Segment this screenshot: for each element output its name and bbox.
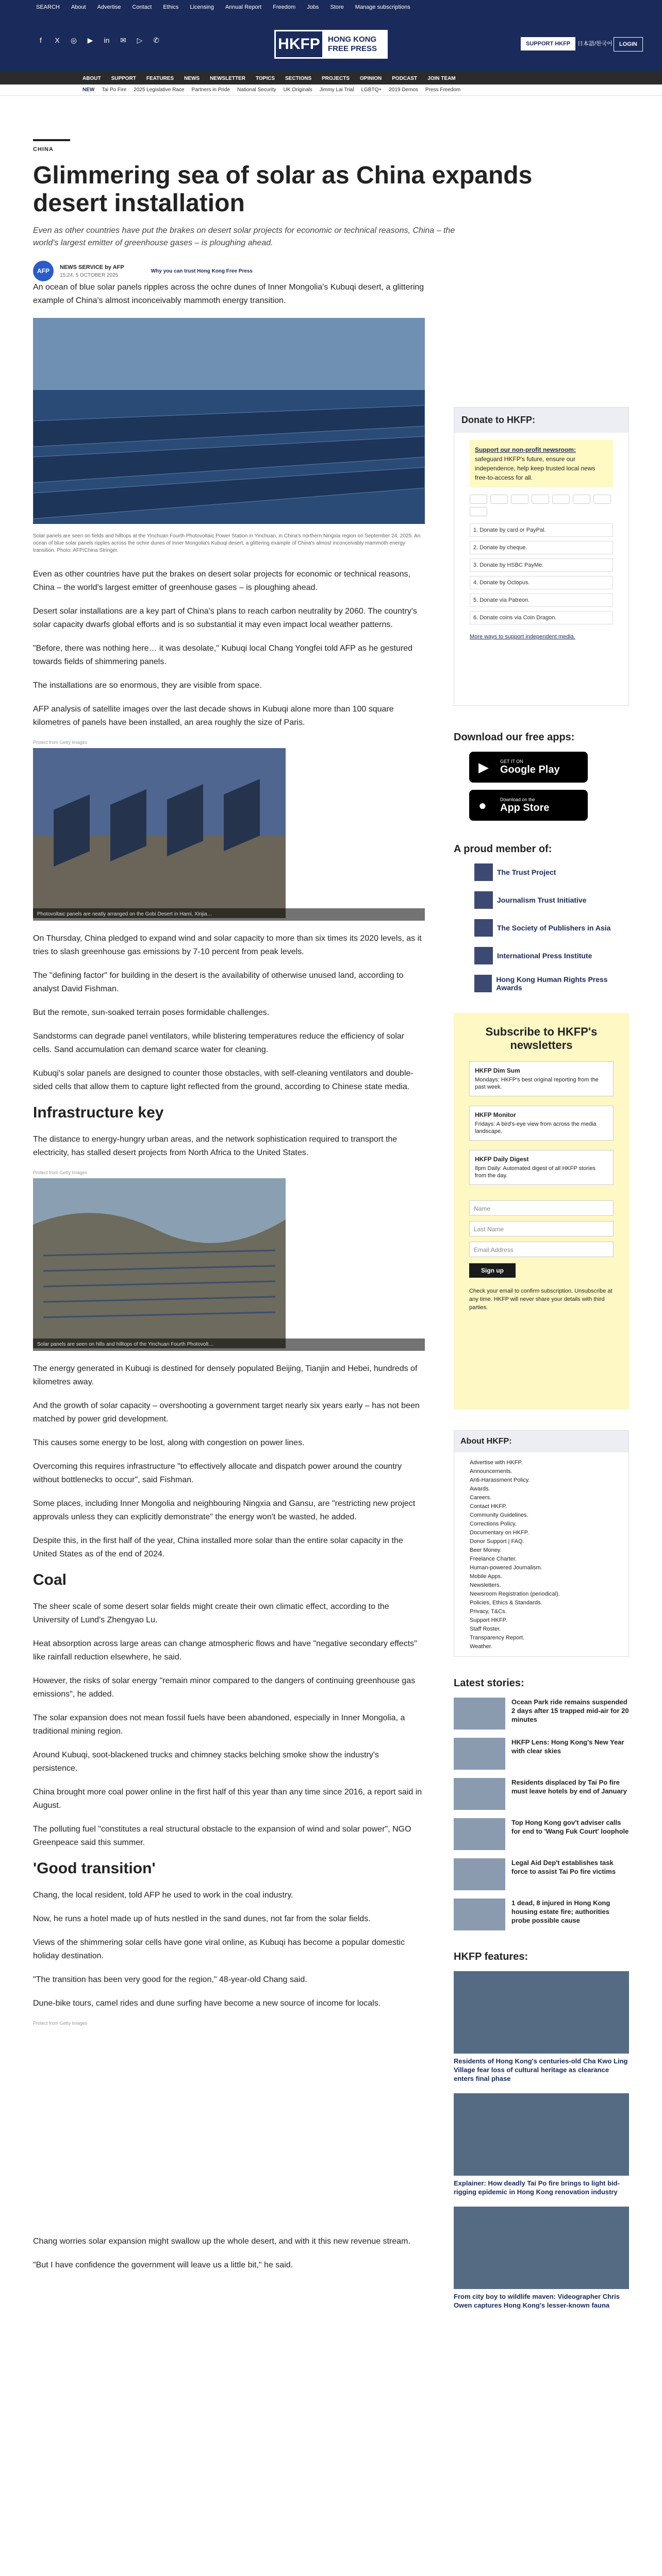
story-title: Top Hong Kong gov't adviser calls for end to 'Wang Fuk Court' loophole (511, 1819, 629, 1835)
newsletter-disclaimer: Check your email to confirm subscription. Unsubscribe at any time. HKFP will never share your details with third parties. (469, 1288, 613, 1311)
utility-link[interactable]: Freedom (273, 4, 296, 10)
member-logo-icon (474, 863, 493, 881)
jcb-icon (470, 507, 487, 516)
about-link[interactable]: Documentary on HKFP. (470, 1530, 529, 1536)
app-store-label: App Store (500, 802, 550, 814)
utility-link[interactable]: Advertise (97, 4, 121, 10)
nav-item[interactable]: PODCAST (392, 75, 418, 81)
newsletter-option[interactable] (469, 1106, 614, 1141)
story-thumbnail (454, 1899, 505, 1930)
trust-link[interactable]: Why you can trust Hong Kong Free Press (151, 268, 253, 274)
section-heading: 'Good transition' (33, 1860, 156, 1877)
paragraph: An ocean of blue solar panels ripples across the ochre dunes of Inner Mongolia's Kubuqi desert, a glittering example of China's almost inconceivably mammoth energy transition. (33, 283, 424, 305)
utility-link[interactable]: Store (330, 4, 344, 10)
section-heading: Coal (33, 1571, 67, 1588)
subnav-item[interactable]: Jimmy Lai Trial (319, 87, 354, 93)
hillside-panels-image (33, 1178, 286, 1348)
social-icon[interactable]: ✉ (120, 36, 126, 44)
paragraph: AFP analysis of satellite images over the last decade shows in Kubuqi alone more than 100 square kilometres of panels have been installed, an area roughly the size of Paris. (33, 705, 394, 727)
nav-item[interactable]: JOIN TEAM (427, 75, 456, 81)
utility-link[interactable]: Annual Report (225, 4, 262, 10)
utility-link[interactable]: Ethics (163, 4, 179, 10)
about-link[interactable]: Community Guidelines. (470, 1512, 528, 1518)
article-lede: Even as other countries have put the brakes on desert solar projects for economic or technical reasons, China – the world's largest emitter of greenhouse gases – is ploughing ahead. (33, 226, 455, 247)
feature-story[interactable] (454, 2207, 629, 2310)
utility-link[interactable]: Jobs (307, 4, 319, 10)
about-link[interactable]: Corrections Policy. (470, 1521, 517, 1527)
paragraph: Desert solar installations are a key part of China's plans to reach carbon neutrality by 2060. The country's solar capacity dwarfs global efforts and is so substantial it may even impact local weather patterns. (33, 607, 417, 629)
members-heading: A proud member of: (454, 843, 552, 855)
newsletter-option[interactable] (469, 1150, 614, 1185)
story-thumbnail (454, 1818, 505, 1850)
latest-story[interactable] (454, 1698, 629, 1730)
feature-title: From city boy to wildlife maven: Videographer Chris Owen captures Hong Kong's lesser-known fauna (454, 2293, 620, 2309)
email-input[interactable]: Email Address (469, 1242, 614, 1257)
feature-image (454, 2207, 629, 2289)
subnav-item[interactable]: Partners in Pride (191, 87, 230, 93)
subnav-item[interactable]: National Security (237, 87, 276, 93)
about-link[interactable]: Careers. (470, 1495, 492, 1501)
about-link[interactable]: Anti-Harassment Policy. (470, 1477, 530, 1483)
apple-icon: ● (478, 798, 487, 813)
applepay-icon (573, 495, 590, 504)
about-link[interactable]: Announcements. (470, 1468, 512, 1475)
logo-name: HONG KONG FREE PRESS (328, 35, 377, 53)
paragraph: "Before, there was nothing here… it was desolate," Kubuqi local Chang Yongfei told AFP as he gestured towards fields of shimmering panels. (33, 644, 412, 666)
features-heading: HKFP features: (454, 1951, 528, 1962)
paragraph: Despite this, in the first half of the year, China installed more solar than the entire solar capacity in the United States as of the end of 2024. (33, 1536, 403, 1558)
social-icon[interactable]: in (104, 36, 110, 44)
social-links (36, 36, 161, 45)
paragraph: However, the risks of solar energy "remain minor compared to the dangers of continuing greenhouse gas emissions", he added. (33, 1676, 416, 1699)
subnav-item[interactable]: 2025 Legislative Race (134, 87, 185, 93)
paragraph: Chang worries solar expansion might swallow up the whole desert, and with it this new revenue stream. (33, 2237, 410, 2246)
site-header (0, 14, 662, 72)
paragraph: The energy generated in Kubuqi is destined for densely populated Beijing, Tianjin and Hebei, hundreds of kilometres away. (33, 1364, 418, 1386)
donate-option[interactable]: 5. Donate via Patreon. (470, 594, 613, 607)
article-header (33, 139, 626, 281)
paragraph: Around Kubuqi, soot-blackened trucks and chimney stacks belching smoke show the industry's persistence. (33, 1751, 379, 1773)
subnav-item[interactable]: Tai Po Fire (102, 87, 127, 93)
subnav-item[interactable]: Press Freedom (425, 87, 461, 93)
about-link[interactable]: Donor Support | FAQ. (470, 1538, 524, 1545)
search-link[interactable]: SEARCH (36, 4, 60, 10)
about-link[interactable]: Contact HKFP. (470, 1503, 507, 1510)
avatar: AFP (33, 261, 54, 281)
photo-credit: Protect from Getty Images (33, 740, 88, 745)
member-name: The Trust Project (497, 868, 556, 876)
about-link[interactable]: Staff Roster. (470, 1626, 501, 1632)
app-store-button[interactable] (469, 790, 588, 821)
paragraph: The "defining factor" for building in the desert is the availability of otherwise unused land, according to analyst David Fishman. (33, 971, 404, 993)
newsletter-desc: 8pm Daily: Automated digest of all HKFP stories from the day. (475, 1165, 595, 1179)
latest-story[interactable] (454, 1738, 629, 1770)
utility-link[interactable]: About (71, 4, 86, 10)
nav-item[interactable]: OPINION (360, 75, 382, 81)
language-link[interactable]: 日本語/한국어 (577, 41, 613, 47)
more-ways-link[interactable]: More ways to support independent media. (470, 634, 575, 640)
last-name-input[interactable]: Last Name (469, 1221, 614, 1236)
app-store-small: Download on the (500, 796, 535, 802)
social-icon[interactable]: ▷ (137, 36, 143, 44)
donate-title: Donate to HKFP: (454, 408, 628, 433)
play-icon: ▶ (478, 759, 489, 775)
latest-heading: Latest stories: (454, 1677, 524, 1689)
donate-link[interactable]: Support our non-profit newsroom: (475, 446, 576, 453)
article-image (33, 1178, 425, 1351)
donate-option[interactable]: 6. Donate coins via Coin Dragon. (470, 611, 613, 624)
newsletter-panel (454, 1013, 629, 1410)
latest-story[interactable] (454, 1858, 629, 1890)
story-thumbnail (454, 1738, 505, 1770)
article-body (33, 281, 425, 2282)
feature-image (454, 1971, 629, 2054)
newsletter-title: Subscribe to HKFP's newsletters (485, 1025, 598, 1052)
nav-item[interactable]: SECTIONS (285, 75, 312, 81)
nav-item[interactable]: TOPICS (255, 75, 275, 81)
mastercard-icon (470, 495, 487, 504)
newsletter-name: HKFP Daily Digest (475, 1156, 529, 1163)
image-overlay-caption: Solar panels are seen on hills and hilltops of the Yinchuan Fourth Photovolt… (33, 1338, 425, 1351)
feature-title: Explainer: How deadly Tai Po fire brings to light bid-rigging epidemic in Hong Kong renovation industry (454, 2179, 620, 2196)
paragraph: Kubuqi's solar panels are designed to counter those obstacles, with self-cleaning ventilators and double-sided cells that allow them to capture light reflected from the ground, according to Chinese state media. (33, 1069, 413, 1091)
photo-credit: Protect from Getty Images (33, 1170, 88, 1175)
member-name: International Press Institute (497, 952, 592, 960)
utility-bar (0, 0, 662, 14)
donate-text: safeguard HKFP's future, ensure our independence, help keep trusted local news free-to-access for all. (475, 455, 595, 481)
paragraph: And the growth of solar capacity – overshooting a government target nearly six years early – has not been matched by power grid development. (33, 1401, 420, 1423)
member-logo[interactable] (474, 863, 629, 881)
latest-story[interactable] (454, 1818, 629, 1850)
paragraph: Overcoming this requires infrastructure "to effectively allocate and dispatch power around the country without bottlenecks to occur", said Fishman. (33, 1462, 402, 1484)
member-logos (454, 863, 629, 992)
paragraph: The polluting fuel "constitutes a real structural obstacle to the expansion of wind and solar power", NGO Greenpeace said this summer. (33, 1825, 411, 1847)
nav-item[interactable]: NEWSLETTER (210, 75, 245, 81)
nav-item[interactable]: ABOUT (82, 75, 101, 81)
about-link[interactable]: Newsroom Registration (periodical). (470, 1591, 560, 1597)
paragraph: "But I have confidence the government will leave us a little bit," he said. (33, 2261, 293, 2269)
signup-button[interactable]: Sign up (469, 1263, 516, 1278)
story-thumbnail (454, 1858, 505, 1890)
paypal-icon (552, 495, 570, 504)
paragraph: The distance to energy-hungry urban areas, and the network sophistication required to transport the electricity, has stalled desert projects from North Africa to the United States. (33, 1135, 398, 1157)
about-link[interactable]: Support HKFP. (470, 1617, 507, 1623)
member-logo[interactable] (474, 947, 629, 964)
byline (33, 261, 626, 281)
photo-credit: Protect from Getty Images (33, 2021, 88, 2026)
latest-story[interactable] (454, 1778, 629, 1810)
google-play-button[interactable] (469, 752, 588, 783)
member-logo-icon (474, 891, 493, 909)
story-title: HKFP Lens: Hong Kong's New Year with clear skies (511, 1738, 624, 1755)
about-link[interactable]: Policies, Ethics & Standards. (470, 1600, 542, 1606)
about-link[interactable]: Newsletters. (470, 1582, 501, 1588)
member-logo[interactable] (474, 919, 629, 937)
social-icon[interactable]: f (40, 36, 42, 44)
donate-option[interactable]: 3. Donate by HSBC PayMe. (470, 558, 613, 572)
newsletter-name: HKFP Dim Sum (475, 1067, 520, 1074)
section-heading: Infrastructure key (33, 1104, 164, 1121)
about-title: About HKFP: (454, 1431, 628, 1452)
nav-item[interactable]: PROJECTS (322, 75, 350, 81)
paragraph: China brought more coal power online in the first half of this year than any time since 2016, a report said in August. (33, 1788, 422, 1810)
new-label: NEW (82, 87, 95, 93)
member-name: The Society of Publishers in Asia (497, 924, 611, 932)
sub-nav (0, 84, 662, 96)
paragraph: The sheer scale of some desert solar fields might create their own climatic effect, according to the University of Lund's Zhengyao Lu. (33, 1602, 389, 1624)
support-button[interactable]: SUPPORT HKFP (521, 37, 575, 50)
publish-date: 15:24, 5 OCTOBER 2025 (60, 272, 119, 278)
donate-note (470, 440, 613, 487)
newsletter-option[interactable] (469, 1061, 614, 1096)
paragraph: This causes some energy to be lost, along with congestion on power lines. (33, 1438, 305, 1447)
image-placeholder (33, 2029, 425, 2235)
feature-title: Residents of Hong Kong's centuries-old Cha Kwo Ling Village fear loss of cultural heritage as clearance enters final phase (454, 2057, 628, 2082)
paragraph: But the remote, sun-soaked terrain poses formidable challenges. (33, 1008, 270, 1017)
about-link[interactable]: Transparency Report. (470, 1635, 524, 1641)
nav-item[interactable]: SUPPORT (111, 75, 136, 81)
social-icon[interactable]: ✆ (153, 36, 159, 44)
author-name[interactable]: NEWS SERVICE by AFP (60, 264, 124, 270)
donate-option[interactable]: 2. Donate by cheque. (470, 541, 613, 554)
logo-mark: HKFP (274, 30, 324, 59)
about-link[interactable]: Beer Money. (470, 1547, 502, 1553)
newsletter-name: HKFP Monitor (475, 1111, 516, 1118)
paragraph: The solar expansion does not mean fossil fuels have been abandoned, especially in Inner Mongolia, a traditional mining region. (33, 1714, 405, 1736)
story-title: Legal Aid Dep't establishes task force to assist Tai Po fire victims (511, 1859, 616, 1875)
social-icon[interactable]: ◎ (70, 36, 77, 44)
member-name: Hong Kong Human Rights Press Awards (496, 975, 608, 992)
paragraph: Now, he runs a hotel made up of huts nestled in the sand dunes, not far from the solar fields. (33, 1914, 371, 1923)
hero-image (33, 318, 425, 527)
site-logo[interactable] (274, 30, 388, 59)
paragraph: Sandstorms can degrade panel ventilators, while blistering temperatures reduce the efficiency of solar cells. Sand accumulation can demand scarce water for cleaning. (33, 1032, 405, 1054)
paragraph: Heat absorption across large areas can change atmospheric flows and have "negative secondary effects" like rainfall reduction elsewhere, he said. (33, 1639, 417, 1662)
subnav-item[interactable]: LGBTQ+ (361, 87, 382, 93)
donate-panel (454, 407, 629, 706)
newsletter-desc: Mondays: HKFP's best original reporting from the past week. (475, 1077, 599, 1090)
feature-story[interactable] (454, 1971, 629, 2083)
payment-card-icons (470, 495, 613, 516)
about-link[interactable]: Freelance Charter. (470, 1556, 517, 1562)
member-logo-icon (474, 919, 493, 937)
about-link[interactable]: Awards. (470, 1486, 490, 1492)
paragraph: Even as other countries have put the brakes on desert solar projects for economic or technical reasons, China – the world's largest emitter of greenhouse gases – is ploughing ahead. (33, 570, 410, 592)
donate-options (454, 523, 628, 624)
gobi-panels-image (33, 748, 286, 918)
utility-link[interactable]: Contact (132, 4, 152, 10)
about-link[interactable]: Advertise with HKFP. (470, 1460, 523, 1466)
paragraph: Dune-bike tours, camel rides and dune surfing have become a new source of income for locals. (33, 1999, 381, 2008)
amex-icon (511, 495, 528, 504)
member-logo-icon (474, 975, 492, 992)
paragraph: Views of the shimmering solar cells have gone viral online, as Kubuqi has become a popular domestic holiday destination. (33, 1938, 405, 1960)
solar-field-image (33, 318, 425, 524)
about-link[interactable]: Human-powered Journalism. (470, 1565, 542, 1571)
story-title: Residents displaced by Tai Po fire must leave hotels by end of January (511, 1778, 627, 1795)
paragraph: "The transition has been very good for the region," 48-year-old Chang said. (33, 1975, 307, 1984)
unionpay-icon (532, 495, 549, 504)
googlepay-icon (593, 495, 611, 504)
paragraph: Chang, the local resident, told AFP he used to work in the coal industry. (33, 1891, 293, 1900)
paragraph: Some places, including Inner Mongolia and neighbouring Ningxia and Gansu, are "restricting new project approvals unless they can explicitly demonstrate" the energy won't be wasted, he added. (33, 1499, 416, 1521)
nav-item[interactable]: NEWS (184, 75, 200, 81)
image-caption: Solar panels are seen on fields and hilltops at the Yinchuan Fourth Photovoltaic Power Station in Yinchuan, in China's northern Ningxia region on September 24, 2025. An ocean of blue solar panels ripples across the ochre dunes of Inner Mongolia's Kubuqi desert, a glittering example of China's almost inconceivably mammoth energy transition. Photo: AFP/China Stringer. (33, 533, 421, 553)
about-link[interactable]: Privacy, T&Cs. (470, 1608, 507, 1615)
divider (33, 139, 70, 141)
subnav-item[interactable]: 2019 Demos (389, 87, 418, 93)
donate-option[interactable]: 1. Donate by card or PayPal. (470, 523, 613, 537)
apps-heading: Download our free apps: (454, 732, 575, 743)
google-play-label: Google Play (500, 764, 560, 775)
visa-icon (490, 495, 508, 504)
first-name-input[interactable]: Name (469, 1200, 614, 1216)
page-title: Glimmering sea of solar as China expands desert installation (33, 162, 533, 217)
utility-link[interactable]: Licensing (190, 4, 214, 10)
nav-item[interactable]: FEATURES (146, 75, 174, 81)
article-image (33, 748, 425, 921)
feature-image (454, 2093, 629, 2176)
social-icon[interactable]: X (55, 36, 60, 44)
google-play-small: GET IT ON (500, 758, 523, 764)
story-thumbnail (454, 1698, 505, 1730)
member-logo[interactable] (474, 891, 629, 909)
about-link[interactable]: Weather. (470, 1643, 492, 1650)
story-title: 1 dead, 8 injured in Hong Kong housing estate fire; authorities probe possible cause (511, 1899, 610, 1924)
newsletter-desc: Fridays: A bird's-eye view from across the media landscape. (475, 1121, 597, 1134)
social-icon[interactable]: ▶ (87, 36, 93, 44)
story-thumbnail (454, 1778, 505, 1810)
member-name: Journalism Trust Initiative (497, 896, 587, 904)
paragraph: On Thursday, China pledged to expand wind and solar capacity to more than six times its 2020 levels, as it tries to slash greenhouse gas emissions by 7-10 percent from peak levels. (33, 934, 422, 956)
main-nav (0, 72, 662, 84)
donate-option[interactable]: 4. Donate by Octopus. (470, 576, 613, 589)
utility-link[interactable]: Manage subscriptions (355, 4, 410, 10)
about-panel (454, 1430, 629, 1657)
sidebar (454, 407, 629, 2320)
image-overlay-caption: Photovoltaic panels are neatly arranged on the Gobi Desert in Hami, Xinjia… (33, 908, 425, 921)
member-logo[interactable] (474, 975, 629, 992)
story-title: Ocean Park ride remains suspended 2 days after 15 trapped mid-air for 20 minutes (511, 1698, 629, 1723)
paragraph: The installations are so enormous, they are visible from space. (33, 681, 262, 690)
subnav-item[interactable]: UK Originals (283, 87, 312, 93)
latest-story[interactable] (454, 1899, 629, 1930)
feature-story[interactable] (454, 2093, 629, 2196)
login-button[interactable]: LOGIN (614, 37, 643, 52)
member-logo-icon (474, 947, 493, 964)
about-link[interactable]: Mobile Apps. (470, 1573, 502, 1580)
category-label[interactable]: CHINA (33, 146, 54, 152)
